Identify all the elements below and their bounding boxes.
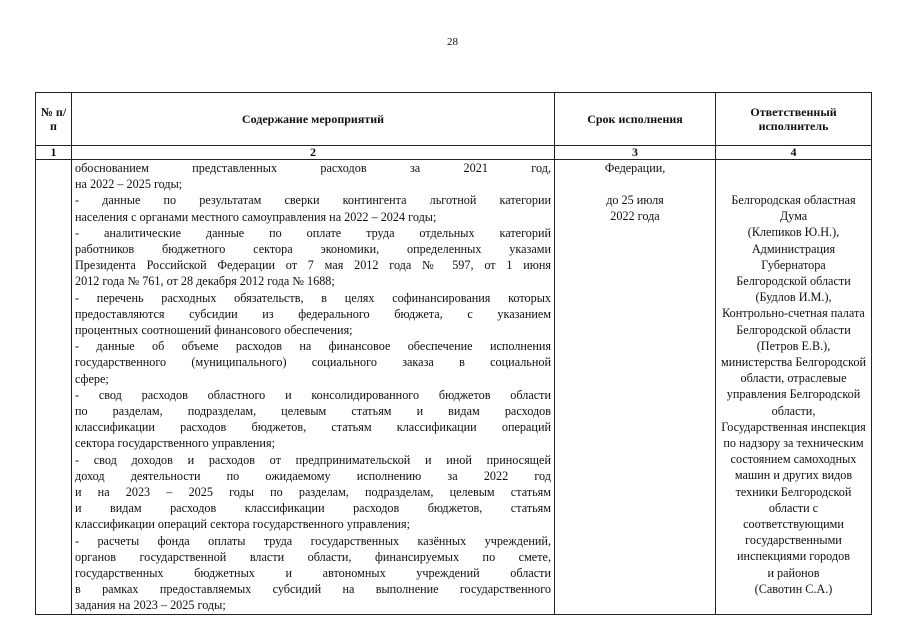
content-line: сфере; bbox=[75, 371, 109, 386]
content-line: и видам расходов классификации расходов бюджетов, статьям bbox=[75, 501, 551, 516]
responsible-line: Администрация Губернатора bbox=[751, 241, 836, 272]
content-cell bbox=[72, 160, 555, 615]
column-number: 4 bbox=[716, 146, 872, 160]
term-line: 2022 года bbox=[610, 209, 660, 224]
header-responsible bbox=[716, 93, 872, 146]
content-line: - аналитические данные по оплате труда отдельных категорий bbox=[75, 225, 551, 240]
responsible-line: Государственная инспекция bbox=[721, 419, 866, 434]
content-line: - данные об объеме расходов на финансовое обеспечение исполнения bbox=[75, 339, 551, 354]
term-line: Федерации, bbox=[604, 161, 666, 175]
term-cell bbox=[555, 160, 716, 615]
responsible-line: Контрольно-счетная палата bbox=[722, 306, 865, 321]
table-header-row bbox=[36, 93, 872, 146]
term-line: до 25 июля bbox=[606, 193, 664, 208]
responsible-line: (Будлов И.М.), bbox=[755, 290, 832, 305]
responsible-line: области, отраслевые bbox=[740, 371, 847, 386]
page-number: 28 bbox=[447, 36, 458, 48]
content-line: предоставляются субсидии из федерального бюджета, с указанием bbox=[75, 306, 551, 321]
header-term-label: Срок исполнения bbox=[587, 112, 683, 126]
content-line: задания на 2023 – 2025 годы; bbox=[75, 598, 226, 613]
content-line: обоснованием представленных расходов за 2021 год, bbox=[75, 161, 551, 175]
responsible-line: (Клепиков Ю.Н.), bbox=[747, 225, 840, 240]
column-number: 1 bbox=[36, 146, 72, 160]
table-row bbox=[36, 160, 872, 615]
content-line: - расчеты фонда оплаты труда государственных казённых учреждений, bbox=[75, 533, 551, 548]
content-line: населения с органами местного самоуправления на 2022 – 2024 годы; bbox=[75, 209, 437, 224]
content-line: работников бюджетного сектора экономики, определенных указами bbox=[75, 242, 551, 257]
content-line: - свод доходов и расходов от предпринимательской и иной приносящей bbox=[75, 452, 551, 467]
content-line: в рамках предоставляемых субсидий на выполнение государственного bbox=[75, 582, 551, 597]
responsible-line: Белгородской области bbox=[736, 274, 851, 289]
responsible-line: области, bbox=[771, 403, 816, 418]
content-line: Президента Российской Федерации от 7 мая 2012 года № 597, от 1 июня bbox=[75, 258, 551, 273]
header-content bbox=[72, 93, 555, 146]
responsible-line: состоянием самоходных bbox=[730, 452, 857, 467]
responsible-line: (Савотин С.А.) bbox=[754, 581, 833, 596]
responsible-line: по надзору за техническим bbox=[723, 436, 864, 451]
responsible-line: инспекциями городов bbox=[737, 549, 850, 564]
content-line: по разделам, подразделам, целевым статьям и видам расходов bbox=[75, 404, 551, 419]
responsible-line: государственными bbox=[745, 533, 842, 548]
responsible-line: машин и других видов bbox=[734, 468, 853, 483]
column-number: 3 bbox=[555, 146, 716, 160]
content-line: органов государственной власти области, финансируемых по смете, bbox=[75, 549, 551, 564]
content-line: - перечень расходных обязательств, в целях софинансирования которых bbox=[75, 290, 551, 305]
responsible-line: и районов bbox=[767, 565, 820, 580]
content-line: доход деятельности по ожидаемому исполнению за 2022 год bbox=[75, 468, 551, 483]
content-line: - данные по результатам сверки контингента льготной категории bbox=[75, 193, 551, 208]
responsible-line: управления Белгородской bbox=[726, 387, 861, 402]
content-line: классификации расходов бюджетов, статьям классификации операций bbox=[75, 420, 551, 435]
content-line: 2012 года № 761, от 28 декабря 2012 года № 1688; bbox=[75, 274, 335, 289]
plan-table bbox=[35, 92, 872, 615]
responsible-line: (Петров Е.В.), bbox=[756, 338, 831, 353]
content-line: классификации операций сектора государственного управления; bbox=[75, 517, 411, 532]
content-line: и на 2023 – 2025 годы по разделам, подразделам, целевым статьям bbox=[75, 485, 551, 500]
content-line: процентных соотношений финансового обеспечения; bbox=[75, 323, 353, 338]
header-num bbox=[36, 93, 72, 146]
row-number-cell bbox=[36, 160, 72, 615]
responsible-line: области с соответствующими bbox=[743, 500, 844, 532]
column-number: 2 bbox=[72, 146, 555, 160]
content-line: государственных бюджетных и автономных учреждений области bbox=[75, 566, 551, 581]
responsible-line: техники Белгородской bbox=[735, 484, 852, 499]
responsible-cell bbox=[716, 160, 872, 615]
header-content-label: Содержание мероприятий bbox=[241, 112, 385, 126]
content-line: государственного (муниципального) социального заказа в социальной bbox=[75, 355, 551, 370]
header-num-label: № п/п bbox=[40, 105, 67, 133]
content-line: сектора государственного управления; bbox=[75, 436, 275, 451]
responsible-line: Белгородская областная Дума bbox=[731, 193, 856, 224]
column-number-row bbox=[36, 146, 872, 160]
content-line: - свод расходов областного и консолидированного бюджетов области bbox=[75, 387, 551, 402]
header-responsible-label: Ответственный исполнитель bbox=[750, 105, 837, 133]
responsible-line: министерства Белгородской bbox=[721, 355, 866, 370]
content-line: на 2022 – 2025 годы; bbox=[75, 177, 183, 192]
responsible-line: Белгородской области bbox=[736, 322, 851, 337]
header-term bbox=[555, 93, 716, 146]
